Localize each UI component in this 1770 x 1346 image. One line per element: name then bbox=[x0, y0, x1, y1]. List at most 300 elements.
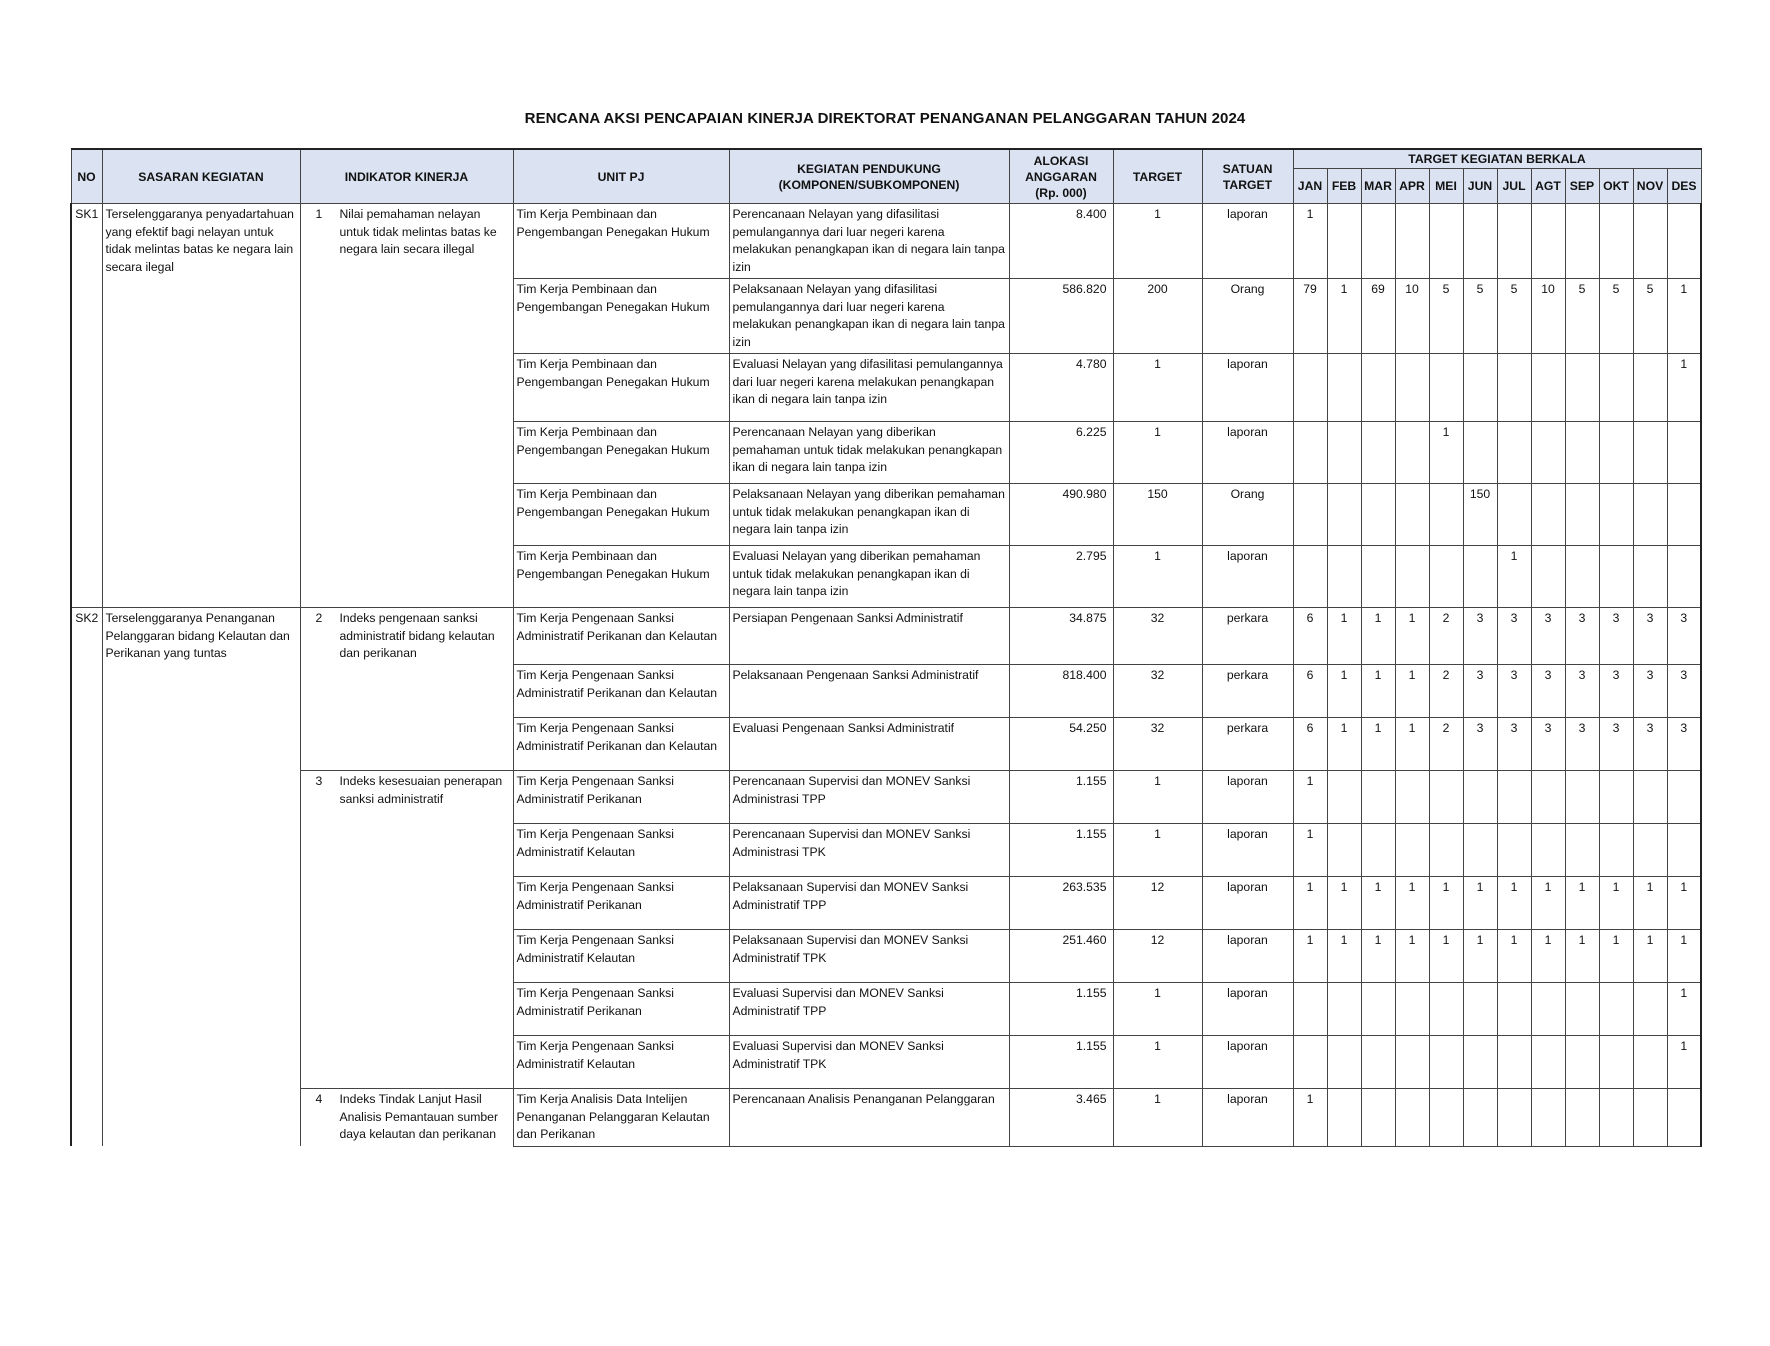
row-month-jan bbox=[1293, 354, 1327, 422]
row-month-jan: 6 bbox=[1293, 665, 1327, 718]
row-month-mar bbox=[1361, 824, 1395, 877]
row-month-nov bbox=[1633, 1089, 1667, 1147]
row-month-agt bbox=[1531, 771, 1565, 824]
indikator-number: 1 bbox=[315, 207, 323, 221]
header-sasaran: SASARAN KEGIATAN bbox=[102, 149, 300, 204]
indikator-wrap bbox=[304, 206, 510, 259]
row-sasaran bbox=[102, 484, 300, 546]
header-month-apr: APR bbox=[1395, 169, 1429, 204]
row-month-mar: 1 bbox=[1361, 718, 1395, 771]
row-alokasi: 263.535 bbox=[1009, 877, 1113, 930]
row-month-sep: 1 bbox=[1565, 877, 1599, 930]
row-kegiatan: Evaluasi Pengenaan Sanksi Administratif bbox=[729, 718, 1009, 771]
row-month-jun bbox=[1463, 422, 1497, 484]
row-month-mei bbox=[1429, 824, 1463, 877]
row-month-jun bbox=[1463, 204, 1497, 279]
row-month-jun bbox=[1463, 983, 1497, 1036]
row-no bbox=[71, 1036, 102, 1089]
row-month-feb bbox=[1327, 204, 1361, 279]
row-month-jul bbox=[1497, 484, 1531, 546]
row-unit-pj: Tim Kerja Pengenaan Sanksi Administratif Perikanan dan Kelautan bbox=[513, 608, 729, 665]
row-alokasi: 251.460 bbox=[1009, 930, 1113, 983]
row-month-okt bbox=[1599, 983, 1633, 1036]
indikator-text: Nilai pemahaman nelayan untuk tidak melintas batas ke negara lain secara illegal bbox=[339, 207, 497, 256]
row-month-des bbox=[1667, 1089, 1701, 1147]
row-month-mar bbox=[1361, 422, 1395, 484]
row-alokasi: 1.155 bbox=[1009, 771, 1113, 824]
row-satuan: laporan bbox=[1202, 1089, 1293, 1147]
row-month-mei bbox=[1429, 546, 1463, 608]
indikator-wrap bbox=[304, 610, 510, 663]
table-row bbox=[71, 877, 1701, 930]
table-row bbox=[71, 1036, 1701, 1089]
header-satuan-line2: TARGET bbox=[1222, 177, 1273, 192]
row-month-nov bbox=[1633, 771, 1667, 824]
row-month-mar bbox=[1361, 484, 1395, 546]
row-month-jan: 1 bbox=[1293, 824, 1327, 877]
row-month-apr: 10 bbox=[1395, 279, 1429, 354]
row-target: 1 bbox=[1113, 771, 1202, 824]
row-no: SK1 bbox=[71, 204, 102, 279]
row-month-jun bbox=[1463, 546, 1497, 608]
row-target: 12 bbox=[1113, 877, 1202, 930]
row-alokasi: 54.250 bbox=[1009, 718, 1113, 771]
row-month-des: 3 bbox=[1667, 718, 1701, 771]
row-indikator bbox=[300, 665, 513, 718]
indikator-number: 2 bbox=[315, 611, 323, 625]
table-row bbox=[71, 204, 1701, 279]
row-kegiatan: Perencanaan Supervisi dan MONEV Sanksi Administrasi TPP bbox=[729, 771, 1009, 824]
row-month-apr bbox=[1395, 204, 1429, 279]
row-month-jul bbox=[1497, 824, 1531, 877]
row-target: 1 bbox=[1113, 422, 1202, 484]
row-month-mei bbox=[1429, 204, 1463, 279]
row-month-feb: 1 bbox=[1327, 877, 1361, 930]
row-month-sep bbox=[1565, 484, 1599, 546]
header-month-nov: NOV bbox=[1633, 169, 1667, 204]
row-indikator bbox=[300, 422, 513, 484]
row-month-apr: 1 bbox=[1395, 877, 1429, 930]
row-month-agt: 3 bbox=[1531, 608, 1565, 665]
row-month-mar: 1 bbox=[1361, 877, 1395, 930]
row-month-agt bbox=[1531, 354, 1565, 422]
row-target: 150 bbox=[1113, 484, 1202, 546]
row-month-jan bbox=[1293, 484, 1327, 546]
row-sasaran bbox=[102, 546, 300, 608]
row-month-nov bbox=[1633, 824, 1667, 877]
header-alokasi-line2: ANGGARAN bbox=[1025, 169, 1097, 184]
row-unit-pj: Tim Kerja Pengenaan Sanksi Administratif Perikanan dan Kelautan bbox=[513, 665, 729, 718]
row-month-nov bbox=[1633, 983, 1667, 1036]
row-unit-pj: Tim Kerja Pembinaan dan Pengembangan Penegakan Hukum bbox=[513, 279, 729, 354]
header-month-agt: AGT bbox=[1531, 169, 1565, 204]
row-month-mei: 2 bbox=[1429, 608, 1463, 665]
row-month-mei: 5 bbox=[1429, 279, 1463, 354]
row-kegiatan: Evaluasi Supervisi dan MONEV Sanksi Administratif TPP bbox=[729, 983, 1009, 1036]
row-month-mei bbox=[1429, 983, 1463, 1036]
row-target: 200 bbox=[1113, 279, 1202, 354]
row-no bbox=[71, 824, 102, 877]
row-month-jun bbox=[1463, 771, 1497, 824]
row-month-jul: 1 bbox=[1497, 546, 1531, 608]
row-month-okt bbox=[1599, 1036, 1633, 1089]
row-satuan: laporan bbox=[1202, 422, 1293, 484]
row-target: 1 bbox=[1113, 983, 1202, 1036]
row-sasaran: Terselenggaranya Penanganan Pelanggaran bidang Kelautan dan Perikanan yang tuntas bbox=[102, 608, 300, 665]
row-month-okt bbox=[1599, 484, 1633, 546]
row-month-des bbox=[1667, 204, 1701, 279]
row-month-sep: 3 bbox=[1565, 718, 1599, 771]
table-body bbox=[71, 204, 1701, 1147]
row-sasaran bbox=[102, 354, 300, 422]
row-unit-pj: Tim Kerja Pembinaan dan Pengembangan Penegakan Hukum bbox=[513, 484, 729, 546]
row-month-jul: 3 bbox=[1497, 608, 1531, 665]
row-no bbox=[71, 877, 102, 930]
action-plan-table bbox=[70, 148, 1702, 1147]
row-indikator bbox=[300, 484, 513, 546]
row-no: SK2 bbox=[71, 608, 102, 665]
row-indikator bbox=[300, 546, 513, 608]
row-month-feb bbox=[1327, 422, 1361, 484]
row-no bbox=[71, 279, 102, 354]
header-target-berkala: TARGET KEGIATAN BERKALA bbox=[1293, 149, 1701, 169]
row-month-des bbox=[1667, 771, 1701, 824]
row-month-des: 1 bbox=[1667, 930, 1701, 983]
row-indikator bbox=[300, 204, 513, 279]
row-month-okt: 3 bbox=[1599, 665, 1633, 718]
row-kegiatan: Pelaksanaan Nelayan yang diberikan pemahaman untuk tidak melakukan penangkapan ikan di negara lain tanpa izin bbox=[729, 484, 1009, 546]
row-month-feb: 1 bbox=[1327, 608, 1361, 665]
row-month-nov: 5 bbox=[1633, 279, 1667, 354]
row-alokasi: 34.875 bbox=[1009, 608, 1113, 665]
row-month-apr bbox=[1395, 983, 1429, 1036]
row-sasaran bbox=[102, 1036, 300, 1089]
row-month-feb bbox=[1327, 546, 1361, 608]
row-satuan: laporan bbox=[1202, 546, 1293, 608]
row-month-jan bbox=[1293, 546, 1327, 608]
row-month-nov bbox=[1633, 204, 1667, 279]
header-month-jan: JAN bbox=[1293, 169, 1327, 204]
row-month-apr: 1 bbox=[1395, 930, 1429, 983]
row-month-agt: 1 bbox=[1531, 877, 1565, 930]
row-month-nov bbox=[1633, 422, 1667, 484]
row-month-sep bbox=[1565, 204, 1599, 279]
header-no: NO bbox=[71, 149, 102, 204]
row-month-mar bbox=[1361, 204, 1395, 279]
row-month-des: 3 bbox=[1667, 608, 1701, 665]
row-month-mei bbox=[1429, 1089, 1463, 1147]
row-month-des bbox=[1667, 546, 1701, 608]
row-alokasi: 586.820 bbox=[1009, 279, 1113, 354]
row-month-sep bbox=[1565, 1036, 1599, 1089]
row-kegiatan: Persiapan Pengenaan Sanksi Administratif bbox=[729, 608, 1009, 665]
row-month-jan bbox=[1293, 983, 1327, 1036]
row-kegiatan: Evaluasi Nelayan yang diberikan pemahaman untuk tidak melakukan penangkapan ikan di negara lain tanpa izin bbox=[729, 546, 1009, 608]
row-target: 32 bbox=[1113, 665, 1202, 718]
row-month-jul: 1 bbox=[1497, 930, 1531, 983]
row-month-agt bbox=[1531, 983, 1565, 1036]
row-month-sep bbox=[1565, 546, 1599, 608]
row-month-mei: 1 bbox=[1429, 422, 1463, 484]
table-row bbox=[71, 824, 1701, 877]
row-kegiatan: Perencanaan Nelayan yang diberikan pemahaman untuk tidak melakukan penangkapan ikan di negara lain tanpa izin bbox=[729, 422, 1009, 484]
row-month-sep: 3 bbox=[1565, 665, 1599, 718]
row-month-agt: 1 bbox=[1531, 930, 1565, 983]
row-no bbox=[71, 484, 102, 546]
row-alokasi: 6.225 bbox=[1009, 422, 1113, 484]
row-month-jan: 6 bbox=[1293, 718, 1327, 771]
row-month-feb bbox=[1327, 771, 1361, 824]
row-sasaran bbox=[102, 665, 300, 718]
row-month-okt: 1 bbox=[1599, 877, 1633, 930]
row-indikator bbox=[300, 354, 513, 422]
row-month-okt bbox=[1599, 771, 1633, 824]
row-month-jul: 1 bbox=[1497, 877, 1531, 930]
row-unit-pj: Tim Kerja Pengenaan Sanksi Administratif Kelautan bbox=[513, 824, 729, 877]
row-sasaran: Terselenggaranya penyadartahuan yang efektif bagi nelayan untuk tidak melintas batas ke negara lain secara ilegal bbox=[102, 204, 300, 279]
row-month-apr bbox=[1395, 1036, 1429, 1089]
row-month-jun: 1 bbox=[1463, 877, 1497, 930]
row-month-sep bbox=[1565, 824, 1599, 877]
row-no bbox=[71, 422, 102, 484]
indikator-wrap bbox=[304, 773, 510, 808]
row-month-mei bbox=[1429, 1036, 1463, 1089]
header-indikator: INDIKATOR KINERJA bbox=[300, 149, 513, 204]
indikator-text: Indeks pengenaan sanksi administratif bidang kelautan dan perikanan bbox=[339, 611, 495, 660]
row-month-jul: 3 bbox=[1497, 718, 1531, 771]
row-satuan: Orang bbox=[1202, 279, 1293, 354]
row-month-mei: 2 bbox=[1429, 718, 1463, 771]
row-month-des: 1 bbox=[1667, 354, 1701, 422]
row-month-jul bbox=[1497, 1036, 1531, 1089]
row-satuan: laporan bbox=[1202, 824, 1293, 877]
row-target: 1 bbox=[1113, 354, 1202, 422]
row-satuan: laporan bbox=[1202, 983, 1293, 1036]
row-month-des bbox=[1667, 824, 1701, 877]
indikator-text: Indeks Tindak Lanjut Hasil Analisis Pemantauan sumber daya kelautan dan perikanan bbox=[339, 1092, 499, 1141]
row-month-agt bbox=[1531, 1089, 1565, 1147]
row-kegiatan: Pelaksanaan Supervisi dan MONEV Sanksi Administratif TPP bbox=[729, 877, 1009, 930]
row-month-mar bbox=[1361, 983, 1395, 1036]
header-unit: UNIT PJ bbox=[513, 149, 729, 204]
row-month-jan bbox=[1293, 422, 1327, 484]
header-kegiatan bbox=[729, 149, 1009, 204]
row-month-mei bbox=[1429, 771, 1463, 824]
row-unit-pj: Tim Kerja Pengenaan Sanksi Administratif Perikanan bbox=[513, 983, 729, 1036]
row-no bbox=[71, 546, 102, 608]
row-month-feb bbox=[1327, 354, 1361, 422]
row-target: 1 bbox=[1113, 1036, 1202, 1089]
row-month-okt: 1 bbox=[1599, 930, 1633, 983]
row-kegiatan: Evaluasi Supervisi dan MONEV Sanksi Administratif TPK bbox=[729, 1036, 1009, 1089]
row-month-mar bbox=[1361, 546, 1395, 608]
row-sasaran bbox=[102, 422, 300, 484]
table-row bbox=[71, 1089, 1701, 1147]
row-indikator bbox=[300, 983, 513, 1036]
row-month-jul bbox=[1497, 204, 1531, 279]
row-indikator bbox=[300, 824, 513, 877]
row-month-jul bbox=[1497, 771, 1531, 824]
row-month-jun bbox=[1463, 824, 1497, 877]
row-month-nov: 3 bbox=[1633, 718, 1667, 771]
row-month-jun: 3 bbox=[1463, 665, 1497, 718]
header-month-des: DES bbox=[1667, 169, 1701, 204]
header-month-mei: MEI bbox=[1429, 169, 1463, 204]
table-row bbox=[71, 665, 1701, 718]
row-month-agt bbox=[1531, 422, 1565, 484]
header-month-sep: SEP bbox=[1565, 169, 1599, 204]
row-unit-pj: Tim Kerja Pengenaan Sanksi Administratif Kelautan bbox=[513, 930, 729, 983]
row-satuan: perkara bbox=[1202, 608, 1293, 665]
row-month-des: 1 bbox=[1667, 983, 1701, 1036]
indikator-number: 4 bbox=[315, 1092, 323, 1106]
row-month-agt bbox=[1531, 484, 1565, 546]
row-month-okt: 5 bbox=[1599, 279, 1633, 354]
row-indikator bbox=[300, 930, 513, 983]
row-month-jul: 5 bbox=[1497, 279, 1531, 354]
row-month-mei bbox=[1429, 354, 1463, 422]
header-satuan bbox=[1202, 149, 1293, 204]
row-month-agt: 10 bbox=[1531, 279, 1565, 354]
row-month-jun: 5 bbox=[1463, 279, 1497, 354]
row-month-nov: 3 bbox=[1633, 608, 1667, 665]
row-indikator bbox=[300, 279, 513, 354]
row-indikator bbox=[300, 718, 513, 771]
row-month-agt bbox=[1531, 1036, 1565, 1089]
row-alokasi: 3.465 bbox=[1009, 1089, 1113, 1147]
row-indikator bbox=[300, 608, 513, 665]
row-unit-pj: Tim Kerja Pengenaan Sanksi Administratif Perikanan bbox=[513, 877, 729, 930]
row-month-apr: 1 bbox=[1395, 608, 1429, 665]
row-month-nov bbox=[1633, 546, 1667, 608]
row-month-mar bbox=[1361, 354, 1395, 422]
row-month-mar bbox=[1361, 771, 1395, 824]
row-satuan: laporan bbox=[1202, 204, 1293, 279]
row-month-okt bbox=[1599, 204, 1633, 279]
row-unit-pj: Tim Kerja Pembinaan dan Pengembangan Penegakan Hukum bbox=[513, 422, 729, 484]
document-title: RENCANA AKSI PENCAPAIAN KINERJA DIREKTORAT PENANGANAN PELANGGARAN TAHUN 2024 bbox=[524, 110, 1246, 127]
row-month-feb bbox=[1327, 1036, 1361, 1089]
row-alokasi: 8.400 bbox=[1009, 204, 1113, 279]
row-month-jan bbox=[1293, 1036, 1327, 1089]
row-month-jan: 1 bbox=[1293, 771, 1327, 824]
row-no bbox=[71, 930, 102, 983]
row-month-nov bbox=[1633, 1036, 1667, 1089]
row-unit-pj: Tim Kerja Analisis Data Intelijen Penanganan Pelanggaran Kelautan dan Perikanan bbox=[513, 1089, 729, 1147]
row-month-sep bbox=[1565, 1089, 1599, 1147]
row-sasaran bbox=[102, 930, 300, 983]
row-month-nov: 1 bbox=[1633, 930, 1667, 983]
row-month-sep bbox=[1565, 983, 1599, 1036]
row-month-apr bbox=[1395, 771, 1429, 824]
indikator-text: Indeks kesesuaian penerapan sanksi administratif bbox=[339, 774, 503, 806]
row-month-feb bbox=[1327, 1089, 1361, 1147]
row-target: 32 bbox=[1113, 608, 1202, 665]
row-alokasi: 1.155 bbox=[1009, 824, 1113, 877]
table-row bbox=[71, 546, 1701, 608]
row-month-nov bbox=[1633, 354, 1667, 422]
table-row bbox=[71, 354, 1701, 422]
row-month-feb bbox=[1327, 484, 1361, 546]
row-month-agt bbox=[1531, 824, 1565, 877]
row-month-apr bbox=[1395, 484, 1429, 546]
header-satuan-line1: SATUAN bbox=[1222, 161, 1273, 176]
row-month-nov bbox=[1633, 484, 1667, 546]
row-month-mar bbox=[1361, 1089, 1395, 1147]
indikator-number: 3 bbox=[315, 774, 323, 788]
row-no bbox=[71, 771, 102, 824]
table-header bbox=[71, 149, 1701, 204]
row-month-sep bbox=[1565, 771, 1599, 824]
row-month-des bbox=[1667, 422, 1701, 484]
row-kegiatan: Pelaksanaan Pengenaan Sanksi Administratif bbox=[729, 665, 1009, 718]
row-no bbox=[71, 665, 102, 718]
row-target: 32 bbox=[1113, 718, 1202, 771]
row-month-feb bbox=[1327, 983, 1361, 1036]
row-month-mei: 1 bbox=[1429, 877, 1463, 930]
row-alokasi: 4.780 bbox=[1009, 354, 1113, 422]
table-row bbox=[71, 930, 1701, 983]
row-month-des: 1 bbox=[1667, 1036, 1701, 1089]
row-month-jan: 1 bbox=[1293, 1089, 1327, 1147]
row-month-nov: 1 bbox=[1633, 877, 1667, 930]
header-kegiatan-line2: (KOMPONEN/SUBKOMPONEN) bbox=[778, 177, 960, 192]
row-unit-pj: Tim Kerja Pembinaan dan Pengembangan Penegakan Hukum bbox=[513, 546, 729, 608]
row-month-feb: 1 bbox=[1327, 718, 1361, 771]
table-row bbox=[71, 983, 1701, 1036]
row-sasaran bbox=[102, 771, 300, 824]
row-target: 1 bbox=[1113, 546, 1202, 608]
row-target: 1 bbox=[1113, 824, 1202, 877]
row-alokasi: 2.795 bbox=[1009, 546, 1113, 608]
row-month-agt bbox=[1531, 546, 1565, 608]
row-month-nov: 3 bbox=[1633, 665, 1667, 718]
header-alokasi-line1: ALOKASI bbox=[1033, 153, 1089, 168]
row-satuan: laporan bbox=[1202, 354, 1293, 422]
row-month-okt: 3 bbox=[1599, 718, 1633, 771]
row-month-mei: 2 bbox=[1429, 665, 1463, 718]
table-row bbox=[71, 718, 1701, 771]
row-month-mar: 1 bbox=[1361, 665, 1395, 718]
row-month-feb: 1 bbox=[1327, 665, 1361, 718]
row-month-sep: 3 bbox=[1565, 608, 1599, 665]
row-alokasi: 818.400 bbox=[1009, 665, 1113, 718]
header-month-jun: JUN bbox=[1463, 169, 1497, 204]
row-no bbox=[71, 354, 102, 422]
table-row bbox=[71, 771, 1701, 824]
row-month-jul bbox=[1497, 354, 1531, 422]
row-indikator bbox=[300, 877, 513, 930]
row-month-apr bbox=[1395, 422, 1429, 484]
row-month-mar: 69 bbox=[1361, 279, 1395, 354]
row-month-apr: 1 bbox=[1395, 718, 1429, 771]
indikator-wrap bbox=[304, 1091, 510, 1144]
row-no bbox=[71, 983, 102, 1036]
row-no bbox=[71, 718, 102, 771]
row-kegiatan: Pelaksanaan Supervisi dan MONEV Sanksi Administratif TPK bbox=[729, 930, 1009, 983]
row-unit-pj: Tim Kerja Pengenaan Sanksi Administratif Perikanan bbox=[513, 771, 729, 824]
row-satuan: laporan bbox=[1202, 771, 1293, 824]
row-month-jul bbox=[1497, 422, 1531, 484]
row-month-sep: 1 bbox=[1565, 930, 1599, 983]
row-month-mei bbox=[1429, 484, 1463, 546]
row-target: 1 bbox=[1113, 204, 1202, 279]
row-month-jan: 1 bbox=[1293, 204, 1327, 279]
header-month-jul: JUL bbox=[1497, 169, 1531, 204]
row-month-jan: 6 bbox=[1293, 608, 1327, 665]
row-indikator bbox=[300, 1089, 513, 1147]
row-month-okt bbox=[1599, 824, 1633, 877]
